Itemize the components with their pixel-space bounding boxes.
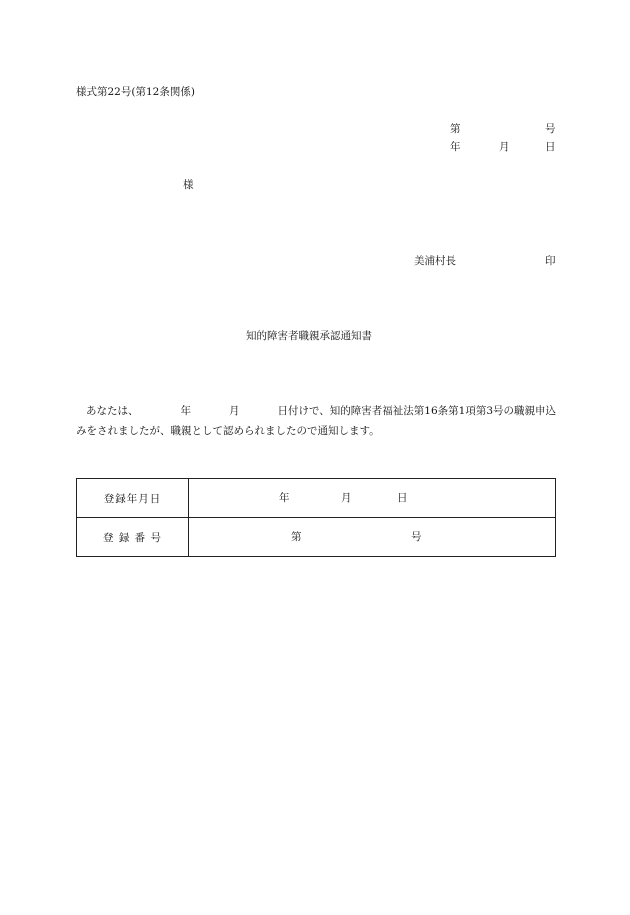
registration-date-value [189, 479, 556, 518]
doc-date-day: 日 [545, 141, 556, 153]
body-month: 月 [229, 405, 240, 417]
document-title: 知的障害者職親承認通知書 [246, 330, 372, 342]
registration-number-value [189, 518, 556, 557]
registration-month: 月 [341, 492, 352, 504]
doc-number-go: 号 [545, 123, 556, 135]
registration-year: 年 [279, 492, 290, 504]
issuer-seal: 印 [545, 255, 556, 267]
table-row [77, 518, 556, 557]
doc-date-year: 年 [450, 141, 461, 153]
table-row [77, 479, 556, 518]
doc-date-month: 月 [499, 141, 510, 153]
registration-number-label: 登 録 番 号 [77, 518, 189, 557]
doc-number-dai: 第 [450, 123, 461, 135]
form-number: 様式第22号(第12条関係) [76, 86, 195, 98]
registration-number-dai: 第 [291, 531, 302, 543]
body-year: 年 [180, 405, 191, 417]
recipient-suffix: 様 [183, 179, 194, 191]
registration-number-go: 号 [411, 531, 422, 543]
body-prefix: あなたは、 [86, 405, 139, 417]
body-paragraph [76, 401, 556, 441]
registration-day: 日 [397, 492, 408, 504]
registration-table [76, 478, 556, 557]
registration-date-label: 登録年月日 [77, 479, 189, 518]
body-suffix: 日付けで、知的障害者福祉法第16条第1項第3号の職親申込みをされましたが、職親として認められましたので通知します。 [76, 405, 557, 437]
issuer-name: 美浦村長 [414, 255, 456, 267]
